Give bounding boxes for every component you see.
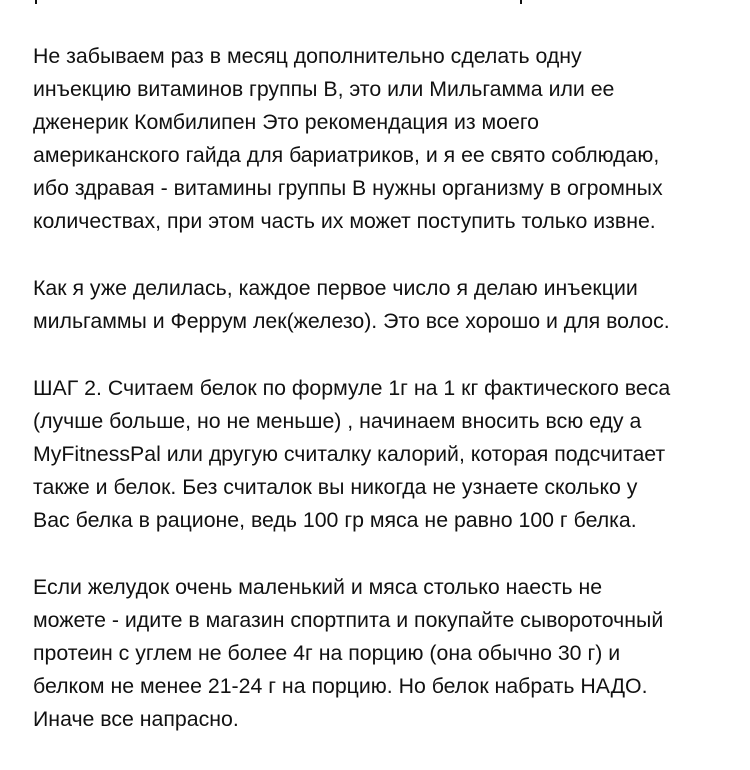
- text-line: белком не менее 21-24 г на порцию. Но белок набрать НАДО.: [33, 674, 648, 698]
- text-line: дженерик Комбилипен Это рекомендация из моего: [33, 110, 540, 134]
- cropped-previous-line: [0, 0, 750, 6]
- text-line: Как я уже делилась, каждое первое число я делаю инъекции: [33, 276, 638, 300]
- text-line: инъекцию витаминов группы В, это или Мильгамма или ее: [33, 77, 615, 101]
- text-line: протеин с углем не более 4г на порцию (она обычно 30 г) и: [33, 641, 621, 665]
- text-line: ибо здравая - витамины группы В нужны организму в огромных: [33, 176, 663, 200]
- cropped-glyph-fragment: [520, 0, 522, 4]
- text-line: MyFitnessPal или другую считалку калорий, которая подсчитает: [33, 442, 666, 466]
- text-line: ШАГ 2. Считаем белок по формуле 1г на 1 кг фактического веса: [33, 376, 671, 400]
- text-line: (лучше больше, но не меньше) , начинаем вносить всю еду а: [33, 409, 642, 433]
- paragraph-vitamin-b: [33, 40, 733, 238]
- paragraph-protein: [33, 571, 733, 736]
- text-line: Если желудок очень маленький и мяса столько наесть не: [33, 575, 603, 599]
- text-line: мильгаммы и Феррум лек(железо). Это все хорошо и для волос.: [33, 309, 670, 333]
- paragraph-step-2: [33, 372, 733, 537]
- text-line: Не забываем раз в месяц дополнительно сделать одну: [33, 44, 582, 68]
- cropped-glyph-fragment: [35, 0, 37, 4]
- text-line: количествах, при этом часть их может поступить только извне.: [33, 209, 656, 233]
- text-line: можете - идите в магазин спортпита и покупайте сывороточный: [33, 608, 664, 632]
- text-line: также и белок. Без считалок вы никогда не узнаете сколько у: [33, 475, 638, 499]
- text-line: американского гайда для бариатриков, и я ее свято соблюдаю,: [33, 143, 660, 167]
- text-line: Вас белка в рационе, ведь 100 гр мяса не равно 100 г белка.: [33, 508, 637, 532]
- text-line: Иначе все напрасно.: [33, 707, 239, 731]
- article-text: [33, 40, 733, 770]
- paragraph-injections: [33, 272, 733, 338]
